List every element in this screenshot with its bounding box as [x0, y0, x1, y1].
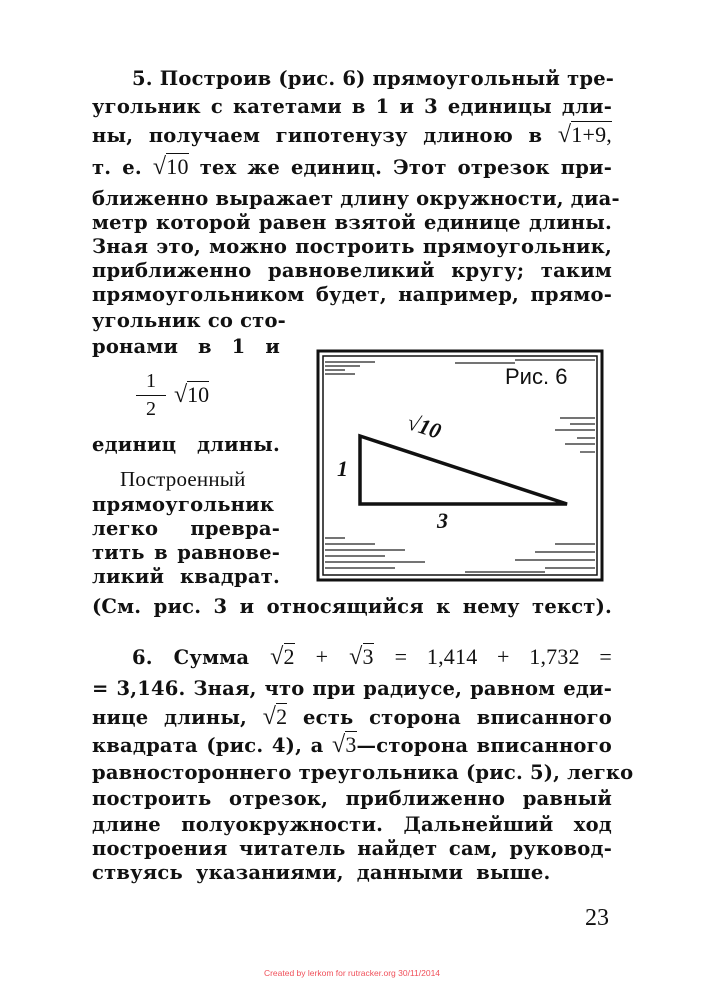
sqrt-expression: [153, 156, 189, 179]
page-number: 23: [585, 905, 609, 931]
radicand: 1+9,: [571, 122, 612, 147]
sqrt-icon: √: [557, 122, 572, 148]
text-fragment: т. е.: [92, 156, 142, 179]
text-line: ближенно выражает длину окружности, диа-: [92, 187, 620, 210]
plus-sign: +: [315, 644, 329, 669]
text-line: [92, 734, 612, 757]
figure-caption: Рис. 6: [505, 364, 568, 389]
radicand: 2: [276, 704, 288, 729]
fraction-denominator: 2: [146, 398, 156, 420]
text-line: [92, 156, 612, 179]
leg-label-horizontal: 3: [437, 508, 448, 533]
text-line: = 3,146. Зная, что при радиусе, равном еди-: [92, 677, 612, 700]
text-fragment: тех же единиц. Этот отрезок при-: [199, 156, 612, 179]
text-line: [92, 706, 612, 729]
text-line: Зная это, можно построить прямоугольник,: [92, 235, 612, 258]
fraction-expression: [132, 370, 252, 430]
text-line: угольник со сто-: [92, 309, 286, 332]
text-fragment: —сторона вписанного: [356, 734, 612, 757]
text-line: равностороннего треугольника (рис. 5), легко: [92, 761, 634, 784]
sqrt-icon: √: [262, 704, 277, 730]
sqrt-expression: [558, 124, 612, 147]
hypotenuse-label: √10: [404, 409, 445, 444]
leg-label-vertical: 1: [337, 456, 348, 481]
text-line: единиц длины.: [92, 433, 280, 456]
sqrt-icon: √: [174, 382, 188, 408]
text-line: длине полуокружности. Дальнейший ход: [92, 813, 612, 836]
fraction-numerator: 1: [146, 370, 156, 392]
radicand: 10: [187, 382, 210, 407]
text-line: Построенный: [120, 467, 246, 491]
text-line: (См. рис. 3 и относящийся к нему текст).: [92, 595, 612, 618]
text-line: 5. Построив (рис. 6) прямоугольный тре-: [132, 67, 615, 90]
radicand: 3: [345, 732, 357, 757]
text-fragment: есть сторона вписанного: [303, 706, 612, 729]
text-fragment: ны, получаем гипотенузу длиною в: [92, 124, 543, 147]
text-line: прямоугольником будет, например, прямо-: [92, 283, 612, 306]
text-line: ствуясь указаниями, данными выше.: [92, 861, 551, 884]
text-line: [92, 646, 612, 669]
radicand: 10: [166, 154, 189, 179]
text-fragment: квадрата (рис. 4), а: [92, 734, 324, 757]
text-line: метр которой равен взятой единице длины.: [92, 211, 612, 234]
text-line: ронами в 1 и: [92, 335, 280, 358]
fraction-bar: [136, 395, 166, 396]
equation-tail: = 1,414 + 1,732 =: [394, 644, 612, 669]
text-line: тить в равнове-: [92, 541, 280, 564]
text-line: легко превра-: [92, 517, 280, 540]
text-line: ликий квадрат.: [92, 565, 280, 588]
text-line: угольник с катетами в 1 и 3 единицы дли-: [92, 95, 612, 118]
text-fragment: 6. Сумма: [132, 646, 250, 669]
radicand: 3: [362, 644, 374, 669]
text-fragment: нице длины,: [92, 706, 248, 729]
text-line: приближенно равновеликий кругу; таким: [92, 259, 612, 282]
text-line: [92, 124, 612, 147]
sqrt-icon: √: [349, 644, 363, 670]
figure-6: [315, 348, 605, 583]
sqrt-icon: √: [270, 644, 284, 670]
text-line: построения читатель найдет сам, руковод-: [92, 837, 612, 860]
sqrt-icon: √: [331, 732, 346, 758]
radicand: 2: [283, 644, 295, 669]
text-line: построить отрезок, приближенно равный: [92, 787, 612, 810]
text-line: прямоугольник: [92, 493, 275, 516]
footer-credit: Created by lerkom for rutracker.org 30/11/2014: [263, 968, 441, 978]
sqrt-icon: √: [152, 154, 167, 180]
